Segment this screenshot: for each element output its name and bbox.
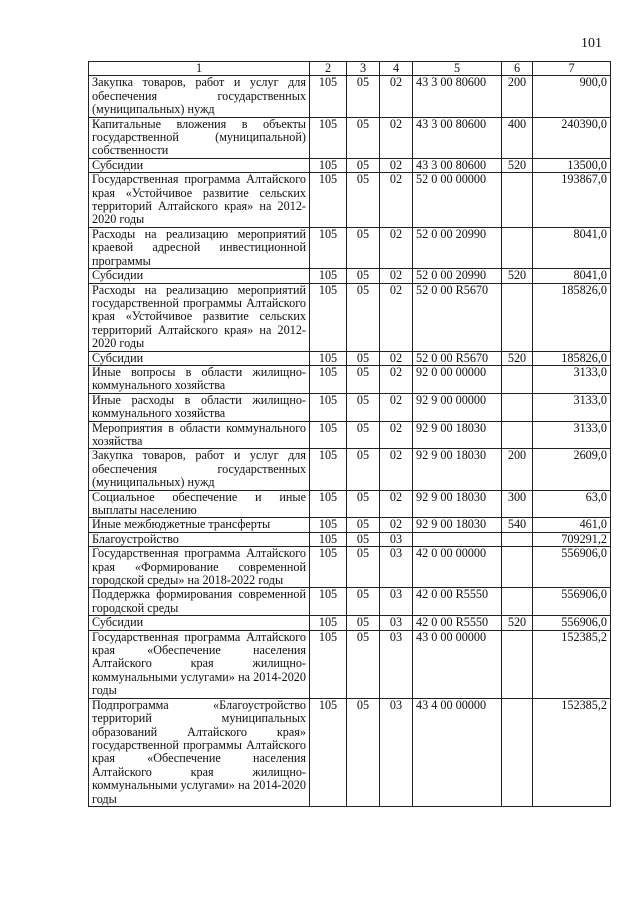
row-section-code: 05 <box>347 365 380 393</box>
row-target-article: 92 9 00 18030 <box>413 421 502 449</box>
table-row <box>89 532 611 546</box>
row-ministry-code: 105 <box>310 490 347 518</box>
row-amount: 185826,0 <box>533 351 611 365</box>
row-target-article: 52 0 00 20990 <box>413 269 502 283</box>
row-amount: 240390,0 <box>533 117 611 158</box>
row-expense-type <box>502 393 533 421</box>
row-subsection-code: 03 <box>380 698 413 806</box>
row-subsection-code: 02 <box>380 117 413 158</box>
row-description: Иные межбюджетные трансферты <box>89 518 310 532</box>
row-expense-type <box>502 365 533 393</box>
row-ministry-code: 105 <box>310 283 347 351</box>
table-row <box>89 518 611 532</box>
row-expense-type <box>502 547 533 588</box>
row-amount: 13500,0 <box>533 158 611 172</box>
row-target-article: 52 0 00 R5670 <box>413 283 502 351</box>
table-header-row <box>89 62 611 76</box>
row-subsection-code: 02 <box>380 365 413 393</box>
row-description: Расходы на реализацию мероприятий краевой адресной инвестиционной программы <box>89 227 310 268</box>
row-expense-type <box>502 283 533 351</box>
row-target-article: 43 3 00 80600 <box>413 117 502 158</box>
row-description: Закупка товаров, работ и услуг для обеспечения государственных (муниципальных) нужд <box>89 449 310 490</box>
row-ministry-code: 105 <box>310 365 347 393</box>
row-description: Социальное обеспечение и иные выплаты населению <box>89 490 310 518</box>
row-ministry-code: 105 <box>310 227 347 268</box>
row-ministry-code: 105 <box>310 269 347 283</box>
row-subsection-code: 02 <box>380 449 413 490</box>
row-target-article: 92 9 00 18030 <box>413 490 502 518</box>
row-subsection-code: 03 <box>380 616 413 630</box>
row-subsection-code: 02 <box>380 421 413 449</box>
row-expense-type: 520 <box>502 158 533 172</box>
table-row <box>89 490 611 518</box>
table-row <box>89 76 611 117</box>
row-description: Субсидии <box>89 351 310 365</box>
table-row <box>89 351 611 365</box>
row-section-code: 05 <box>347 630 380 698</box>
row-description: Капитальные вложения в объекты государственной (муниципальной) собственности <box>89 117 310 158</box>
row-description: Государственная программа Алтайского края «Формирование современной городской среды» на 2018-2022 годы <box>89 547 310 588</box>
row-subsection-code: 03 <box>380 588 413 616</box>
row-section-code: 05 <box>347 351 380 365</box>
row-amount: 556906,0 <box>533 588 611 616</box>
row-description: Государственная программа Алтайского края «Обеспечение населения Алтайского края жилищно-коммунальными услугами» на 2014-2020 годы <box>89 630 310 698</box>
row-subsection-code: 02 <box>380 283 413 351</box>
row-expense-type <box>502 630 533 698</box>
row-target-article: 52 0 00 R5670 <box>413 351 502 365</box>
row-target-article: 42 0 00 00000 <box>413 547 502 588</box>
row-subsection-code: 02 <box>380 158 413 172</box>
row-amount: 8041,0 <box>533 227 611 268</box>
table-row <box>89 616 611 630</box>
row-description: Поддержка формирования современной городской среды <box>89 588 310 616</box>
row-description: Мероприятия в области коммунального хозяйства <box>89 421 310 449</box>
row-subsection-code: 02 <box>380 490 413 518</box>
header-cell: 4 <box>380 62 413 76</box>
row-ministry-code: 105 <box>310 173 347 228</box>
row-section-code: 05 <box>347 76 380 117</box>
row-expense-type: 300 <box>502 490 533 518</box>
row-amount: 556906,0 <box>533 616 611 630</box>
page-number: 101 <box>581 36 602 51</box>
row-expense-type: 200 <box>502 76 533 117</box>
row-subsection-code: 02 <box>380 173 413 228</box>
row-expense-type: 400 <box>502 117 533 158</box>
row-description: Субсидии <box>89 269 310 283</box>
row-ministry-code: 105 <box>310 616 347 630</box>
row-expense-type: 200 <box>502 449 533 490</box>
row-section-code: 05 <box>347 532 380 546</box>
table-row <box>89 158 611 172</box>
row-expense-type: 540 <box>502 518 533 532</box>
row-target-article: 42 0 00 R5550 <box>413 616 502 630</box>
table-row <box>89 449 611 490</box>
table-row <box>89 283 611 351</box>
table-row <box>89 630 611 698</box>
row-amount: 3133,0 <box>533 421 611 449</box>
row-amount: 3133,0 <box>533 393 611 421</box>
row-section-code: 05 <box>347 117 380 158</box>
row-section-code: 05 <box>347 421 380 449</box>
row-description: Иные вопросы в области жилищно-коммунального хозяйства <box>89 365 310 393</box>
row-ministry-code: 105 <box>310 518 347 532</box>
row-subsection-code: 03 <box>380 547 413 588</box>
row-ministry-code: 105 <box>310 117 347 158</box>
row-description: Благоустройство <box>89 532 310 546</box>
row-description: Субсидии <box>89 616 310 630</box>
table-row <box>89 227 611 268</box>
row-target-article: 52 0 00 00000 <box>413 173 502 228</box>
row-ministry-code: 105 <box>310 449 347 490</box>
row-amount: 152385,2 <box>533 630 611 698</box>
row-subsection-code: 02 <box>380 269 413 283</box>
row-target-article: 92 9 00 18030 <box>413 449 502 490</box>
row-target-article <box>413 532 502 546</box>
row-description: Иные расходы в области жилищно-коммунального хозяйства <box>89 393 310 421</box>
row-description: Подпрограмма «Благоустройство территорий муниципальных образований Алтайского края» государственной программы Алтайского края «Обеспечение населения Алтайского края жилищно-коммунальными услугами» на 2014-2020 годы <box>89 698 310 806</box>
row-amount: 193867,0 <box>533 173 611 228</box>
row-amount: 63,0 <box>533 490 611 518</box>
row-target-article: 43 3 00 80600 <box>413 158 502 172</box>
row-subsection-code: 02 <box>380 227 413 268</box>
row-ministry-code: 105 <box>310 698 347 806</box>
row-target-article: 42 0 00 R5550 <box>413 588 502 616</box>
header-cell: 5 <box>413 62 502 76</box>
table-row <box>89 173 611 228</box>
row-amount: 709291,2 <box>533 532 611 546</box>
row-amount: 185826,0 <box>533 283 611 351</box>
row-expense-type <box>502 421 533 449</box>
table-row <box>89 393 611 421</box>
row-amount: 8041,0 <box>533 269 611 283</box>
row-target-article: 43 3 00 80600 <box>413 76 502 117</box>
row-ministry-code: 105 <box>310 158 347 172</box>
budget-table <box>88 61 611 807</box>
row-ministry-code: 105 <box>310 588 347 616</box>
table-row <box>89 365 611 393</box>
table-row <box>89 421 611 449</box>
row-description: Субсидии <box>89 158 310 172</box>
header-cell: 7 <box>533 62 611 76</box>
row-subsection-code: 02 <box>380 393 413 421</box>
table-row <box>89 547 611 588</box>
row-section-code: 05 <box>347 449 380 490</box>
row-target-article: 43 0 00 00000 <box>413 630 502 698</box>
row-amount: 900,0 <box>533 76 611 117</box>
header-cell: 3 <box>347 62 380 76</box>
row-target-article: 92 0 00 00000 <box>413 365 502 393</box>
row-target-article: 92 9 00 18030 <box>413 518 502 532</box>
row-section-code: 05 <box>347 283 380 351</box>
row-expense-type: 520 <box>502 616 533 630</box>
row-section-code: 05 <box>347 173 380 228</box>
row-amount: 2609,0 <box>533 449 611 490</box>
row-description: Закупка товаров, работ и услуг для обеспечения государственных (муниципальных) нужд <box>89 76 310 117</box>
row-amount: 152385,2 <box>533 698 611 806</box>
row-expense-type <box>502 698 533 806</box>
table-row <box>89 269 611 283</box>
row-section-code: 05 <box>347 227 380 268</box>
row-section-code: 05 <box>347 269 380 283</box>
row-subsection-code: 02 <box>380 351 413 365</box>
table-row <box>89 117 611 158</box>
row-ministry-code: 105 <box>310 630 347 698</box>
table-row <box>89 588 611 616</box>
row-target-article: 43 4 00 00000 <box>413 698 502 806</box>
row-ministry-code: 105 <box>310 532 347 546</box>
row-expense-type <box>502 227 533 268</box>
row-expense-type: 520 <box>502 269 533 283</box>
row-amount: 461,0 <box>533 518 611 532</box>
row-section-code: 05 <box>347 698 380 806</box>
header-cell: 1 <box>89 62 310 76</box>
row-subsection-code: 03 <box>380 532 413 546</box>
row-ministry-code: 105 <box>310 547 347 588</box>
row-expense-type <box>502 532 533 546</box>
row-section-code: 05 <box>347 588 380 616</box>
row-section-code: 05 <box>347 518 380 532</box>
row-section-code: 05 <box>347 490 380 518</box>
row-subsection-code: 03 <box>380 630 413 698</box>
row-section-code: 05 <box>347 616 380 630</box>
header-cell: 6 <box>502 62 533 76</box>
row-ministry-code: 105 <box>310 351 347 365</box>
row-section-code: 05 <box>347 547 380 588</box>
row-target-article: 52 0 00 20990 <box>413 227 502 268</box>
row-description: Государственная программа Алтайского края «Устойчивое развитие сельских территорий Алтайского края» на 2012-2020 годы <box>89 173 310 228</box>
row-ministry-code: 105 <box>310 421 347 449</box>
row-subsection-code: 02 <box>380 518 413 532</box>
row-expense-type: 520 <box>502 351 533 365</box>
table-row <box>89 698 611 806</box>
row-amount: 556906,0 <box>533 547 611 588</box>
row-expense-type <box>502 173 533 228</box>
row-section-code: 05 <box>347 158 380 172</box>
row-description: Расходы на реализацию мероприятий государственной программы Алтайского края «Устойчивое развитие сельских территорий Алтайского края» на 2012-2020 годы <box>89 283 310 351</box>
header-cell: 2 <box>310 62 347 76</box>
row-ministry-code: 105 <box>310 76 347 117</box>
row-ministry-code: 105 <box>310 393 347 421</box>
row-section-code: 05 <box>347 393 380 421</box>
row-target-article: 92 9 00 00000 <box>413 393 502 421</box>
row-expense-type <box>502 588 533 616</box>
row-amount: 3133,0 <box>533 365 611 393</box>
row-subsection-code: 02 <box>380 76 413 117</box>
